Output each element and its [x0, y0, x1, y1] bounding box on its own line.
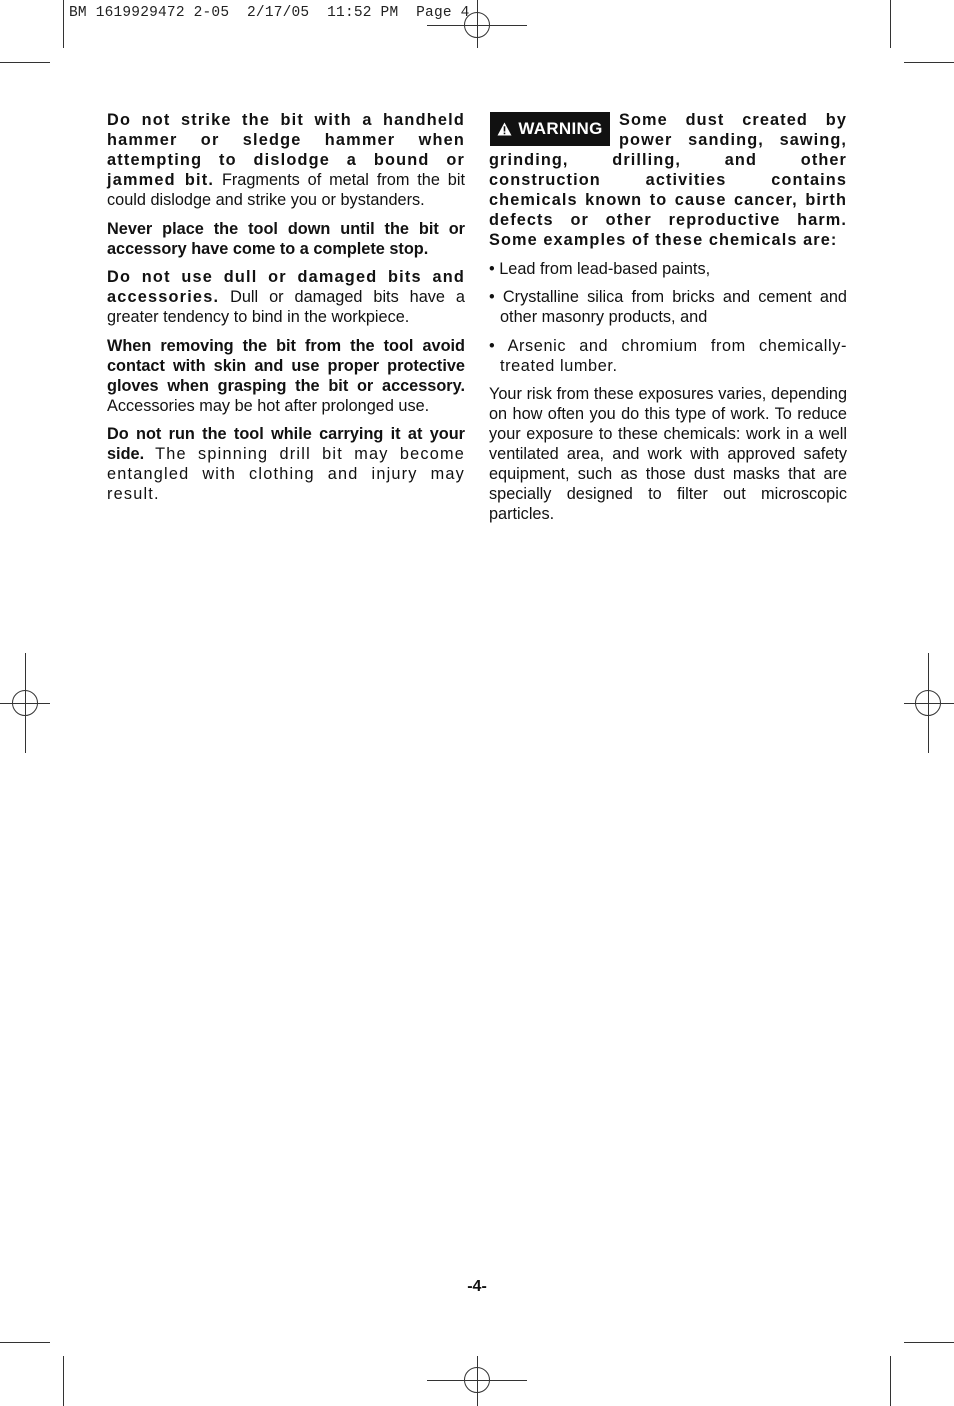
left-column: [107, 110, 465, 513]
safety-rule: [107, 267, 465, 327]
crop-mark: [0, 62, 50, 63]
safety-rule-bold: Never place the tool down until the bit or accessory have come to a complete stop.: [107, 219, 465, 258]
print-slug: BM 1619929472 2-05 2/17/05 11:52 PM Page 4: [69, 5, 470, 21]
crop-mark: [904, 62, 954, 63]
crop-mark: [63, 1356, 64, 1406]
safety-rule-bold: Do not run the tool while carrying it at your side.: [107, 425, 465, 463]
warning-badge-label: WARNING: [518, 119, 603, 138]
safety-rule-text: Accessories may be hot after prolonged use.: [107, 396, 430, 415]
bullet-item: • Crystalline silica from bricks and cement and other masonry products, and: [489, 288, 847, 326]
safety-rule-text: The spinning drill bit may become entangled with clothing and injury may result.: [107, 445, 465, 503]
crop-mark: [904, 1342, 954, 1343]
bullet-item: • Lead from lead-based paints,: [489, 259, 711, 278]
page-number: -4-: [467, 1278, 487, 1295]
safety-rule-text: Dull or damaged bits have a greater tendency to bind in the workpiece.: [107, 288, 465, 326]
right-column: [489, 110, 847, 533]
warning-block: [489, 110, 847, 250]
safety-rule: [107, 219, 465, 259]
safety-rule: [107, 424, 465, 504]
safety-rule: [107, 336, 465, 416]
safety-rule-text: Fragments of metal from the bit could dislodge and strike you or bystanders.: [107, 171, 465, 209]
crop-mark: [0, 1342, 50, 1343]
bullet-item: • Arsenic and chromium from chemically-treated lumber.: [489, 336, 847, 375]
safety-rule: [107, 110, 465, 210]
crop-mark: [63, 0, 64, 48]
safety-rule-bold: Do not strike the bit with a handheld hammer or sledge hammer when attempting to dislodge a bound or jammed bit.: [107, 111, 465, 189]
safety-rule-bold: Do not use dull or damaged bits and accessories.: [107, 268, 465, 306]
warning-triangle-icon: [497, 122, 512, 136]
safety-rule-bold: When removing the bit from the tool avoid contact with skin and use proper protective gloves when grasping the bit or accessory.: [107, 336, 465, 395]
crop-mark: [890, 0, 891, 48]
warning-badge: [491, 113, 609, 145]
closing-paragraph: Your risk from these exposures varies, depending on how often you do this type of work. To reduce your exposure to these chemicals: work in a well ventilated area, and work with approved safety equipment, such as those dust masks that are specially designed to filter out microscopic particles.: [489, 385, 847, 523]
warning-text: Some dust created by power sanding, sawing, grinding, drilling, and other construction activities contains chemicals known to cause cancer, birth defects or other reproductive harm. Some examples of these chemicals are:: [489, 111, 847, 249]
crop-mark: [890, 1356, 891, 1406]
